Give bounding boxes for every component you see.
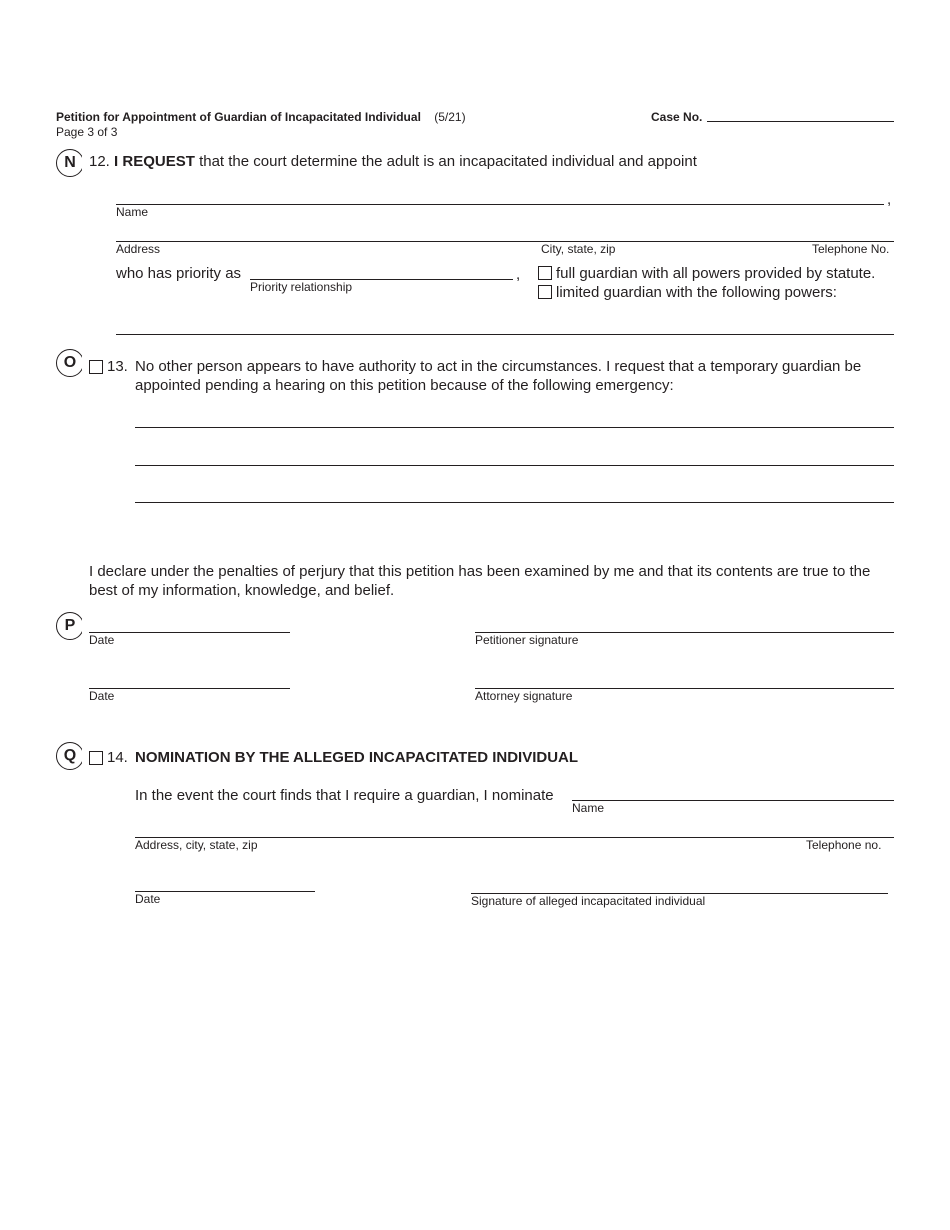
nomination-date-label: Date <box>135 892 161 906</box>
item-13-line1: No other person appears to have authority to act in the circumstances. I request that a temporary guardian be <box>135 358 862 375</box>
emergency-line-3[interactable] <box>135 502 894 503</box>
item-number: 12. <box>89 153 110 170</box>
guardian-address-field[interactable] <box>116 241 894 242</box>
attorney-date-label: Date <box>89 689 115 703</box>
petitioner-date-label: Date <box>89 633 115 647</box>
attorney-date-field[interactable] <box>89 688 290 689</box>
nominee-telephone-label: Telephone no. <box>806 838 882 852</box>
nominate-text: In the event the court finds that I require a guardian, I nominate <box>135 787 554 804</box>
request-text: that the court determine the adult is an incapacitated individual and appoint <box>199 153 697 170</box>
address-label: Address <box>116 242 161 256</box>
city-state-zip-label: City, state, zip <box>541 242 616 256</box>
emergency-line-1[interactable] <box>135 427 894 428</box>
case-no-label: Case No. <box>651 110 703 124</box>
temporary-guardian-checkbox[interactable] <box>89 360 103 374</box>
item-13-line2: appointed pending a hearing on this petition because of the following emergency: <box>135 377 674 394</box>
petitioner-signature-label: Petitioner signature <box>475 633 579 647</box>
form-title-row <box>56 110 466 124</box>
nomination-heading: NOMINATION BY THE ALLEGED INCAPACITATED INDIVIDUAL <box>135 749 579 766</box>
limited-powers-field[interactable] <box>116 334 894 335</box>
declaration-line1: I declare under the penalties of perjury that this petition has been examined by me and that its contents are true to the <box>89 563 871 580</box>
section-marker-o: O <box>56 349 84 377</box>
section-marker-q: Q <box>56 742 84 770</box>
section-marker-n: N <box>56 149 84 177</box>
nominee-name-label: Name <box>572 801 605 815</box>
name-comma: , <box>887 191 892 208</box>
full-guardian-label: full guardian with all powers provided by statute. <box>556 265 876 282</box>
form-revision: (5/21) <box>434 110 466 124</box>
guardian-name-field[interactable] <box>116 204 884 205</box>
section-marker-p: P <box>56 612 84 640</box>
emergency-line-2[interactable] <box>135 465 894 466</box>
request-bold: I REQUEST <box>114 153 195 170</box>
incapacitated-signature-label: Signature of alleged incapacitated individual <box>471 894 706 908</box>
telephone-label: Telephone No. <box>812 242 890 256</box>
case-no-field[interactable] <box>707 121 894 122</box>
limited-guardian-checkbox[interactable] <box>538 285 552 299</box>
petitioner-date-field[interactable] <box>89 632 290 633</box>
nominee-name-field[interactable] <box>572 800 894 801</box>
priority-comma: , <box>516 266 521 283</box>
priority-prefix: who has priority as <box>116 265 242 282</box>
priority-relationship-label: Priority relationship <box>250 280 353 294</box>
full-guardian-checkbox[interactable] <box>538 266 552 280</box>
limited-guardian-label: limited guardian with the following powers: <box>556 284 837 301</box>
item-12-text <box>89 152 697 171</box>
nomination-date-field[interactable] <box>135 891 315 892</box>
page-number: Page 3 of 3 <box>56 125 118 139</box>
declaration-line2: best of my information, knowledge, and belief. <box>89 582 395 599</box>
attorney-signature-label: Attorney signature <box>475 689 573 703</box>
nominee-address-label: Address, city, state, zip <box>135 838 258 852</box>
item-13-number: 13. <box>107 358 128 375</box>
name-label: Name <box>116 205 149 219</box>
nomination-checkbox[interactable] <box>89 751 103 765</box>
form-title: Petition for Appointment of Guardian of Incapacitated Individual <box>56 110 421 124</box>
item-14-number: 14. <box>107 749 128 766</box>
